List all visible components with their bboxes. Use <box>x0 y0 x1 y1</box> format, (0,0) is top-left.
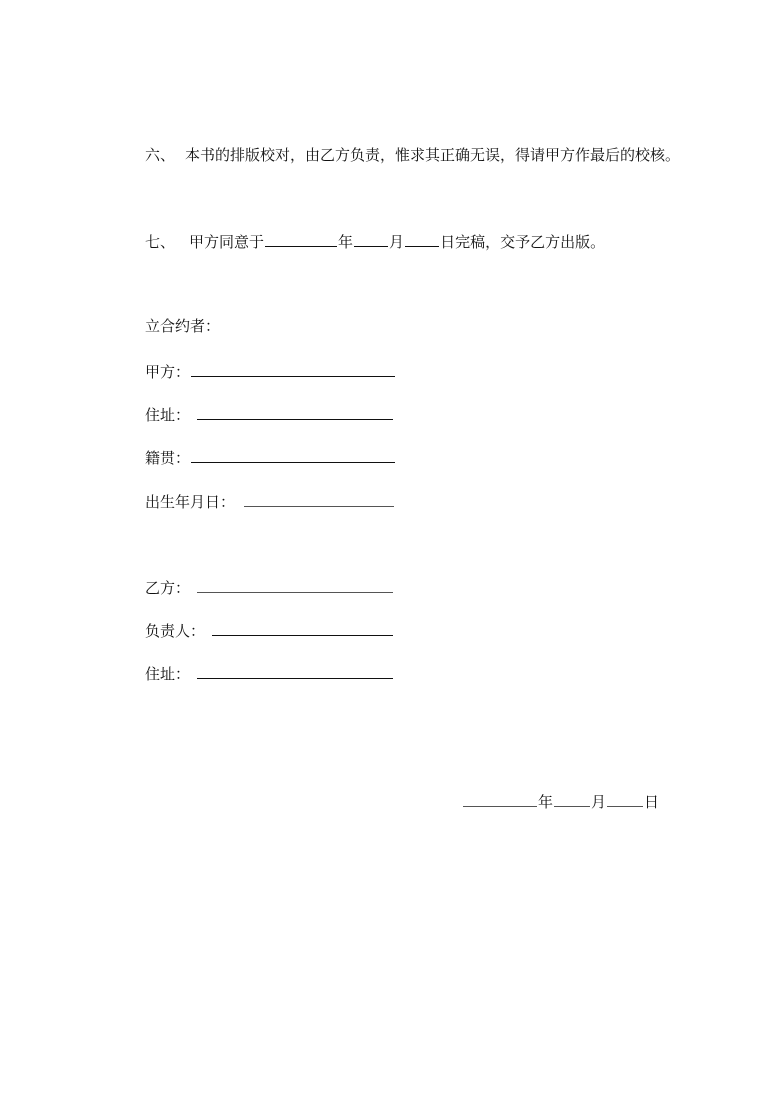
birthdate-label: 出生年月日： <box>145 493 236 511</box>
date-month-blank[interactable] <box>554 790 590 807</box>
address-b-label: 住址： <box>145 665 191 683</box>
signers-heading <box>145 316 220 336</box>
clause-6 <box>145 145 680 165</box>
responsible-label: 负责人： <box>145 622 206 640</box>
clause-7-day-blank[interactable] <box>405 230 439 247</box>
native-place-field[interactable] <box>191 446 395 463</box>
party-a-label: 甲方： <box>145 363 191 381</box>
date-year-label: 年 <box>538 793 554 811</box>
clause-7 <box>145 230 605 252</box>
clause-7-prefix: 甲方同意于 <box>189 233 265 251</box>
clause-7-day-suffix: 日完稿，交予乙方出版。 <box>440 233 606 251</box>
date-line <box>462 790 659 812</box>
address-a-label: 住址： <box>145 406 191 424</box>
date-month-label: 月 <box>591 793 607 811</box>
clause-7-month-label: 月 <box>389 233 405 251</box>
address-b-row <box>145 662 394 684</box>
clause-7-number: 七、 <box>145 233 176 251</box>
signers-heading-text: 立合约者： <box>145 317 221 335</box>
address-b-field[interactable] <box>197 662 393 679</box>
party-b-row <box>145 576 394 598</box>
native-place-label: 籍贯： <box>145 449 191 467</box>
date-day-label: 日 <box>644 793 660 811</box>
date-day-blank[interactable] <box>607 790 643 807</box>
clause-6-number: 六、 <box>145 146 176 164</box>
birthdate-row <box>145 490 395 512</box>
party-b-field[interactable] <box>197 576 393 593</box>
address-a-row <box>145 403 394 425</box>
responsible-field[interactable] <box>212 619 393 636</box>
party-a-row <box>145 360 396 382</box>
clause-6-text: 本书的排版校对，由乙方负责，惟求其正确无误，得请甲方作最后的校核。 <box>185 146 681 164</box>
clause-7-year-label: 年 <box>338 233 354 251</box>
native-place-row <box>145 446 396 468</box>
party-a-field[interactable] <box>191 360 395 377</box>
clause-7-month-blank[interactable] <box>354 230 388 247</box>
party-b-label: 乙方： <box>145 579 191 597</box>
date-year-blank[interactable] <box>463 790 537 807</box>
address-a-field[interactable] <box>197 403 393 420</box>
clause-7-year-blank[interactable] <box>265 230 337 247</box>
birthdate-field[interactable] <box>244 490 394 507</box>
responsible-row <box>145 619 394 641</box>
